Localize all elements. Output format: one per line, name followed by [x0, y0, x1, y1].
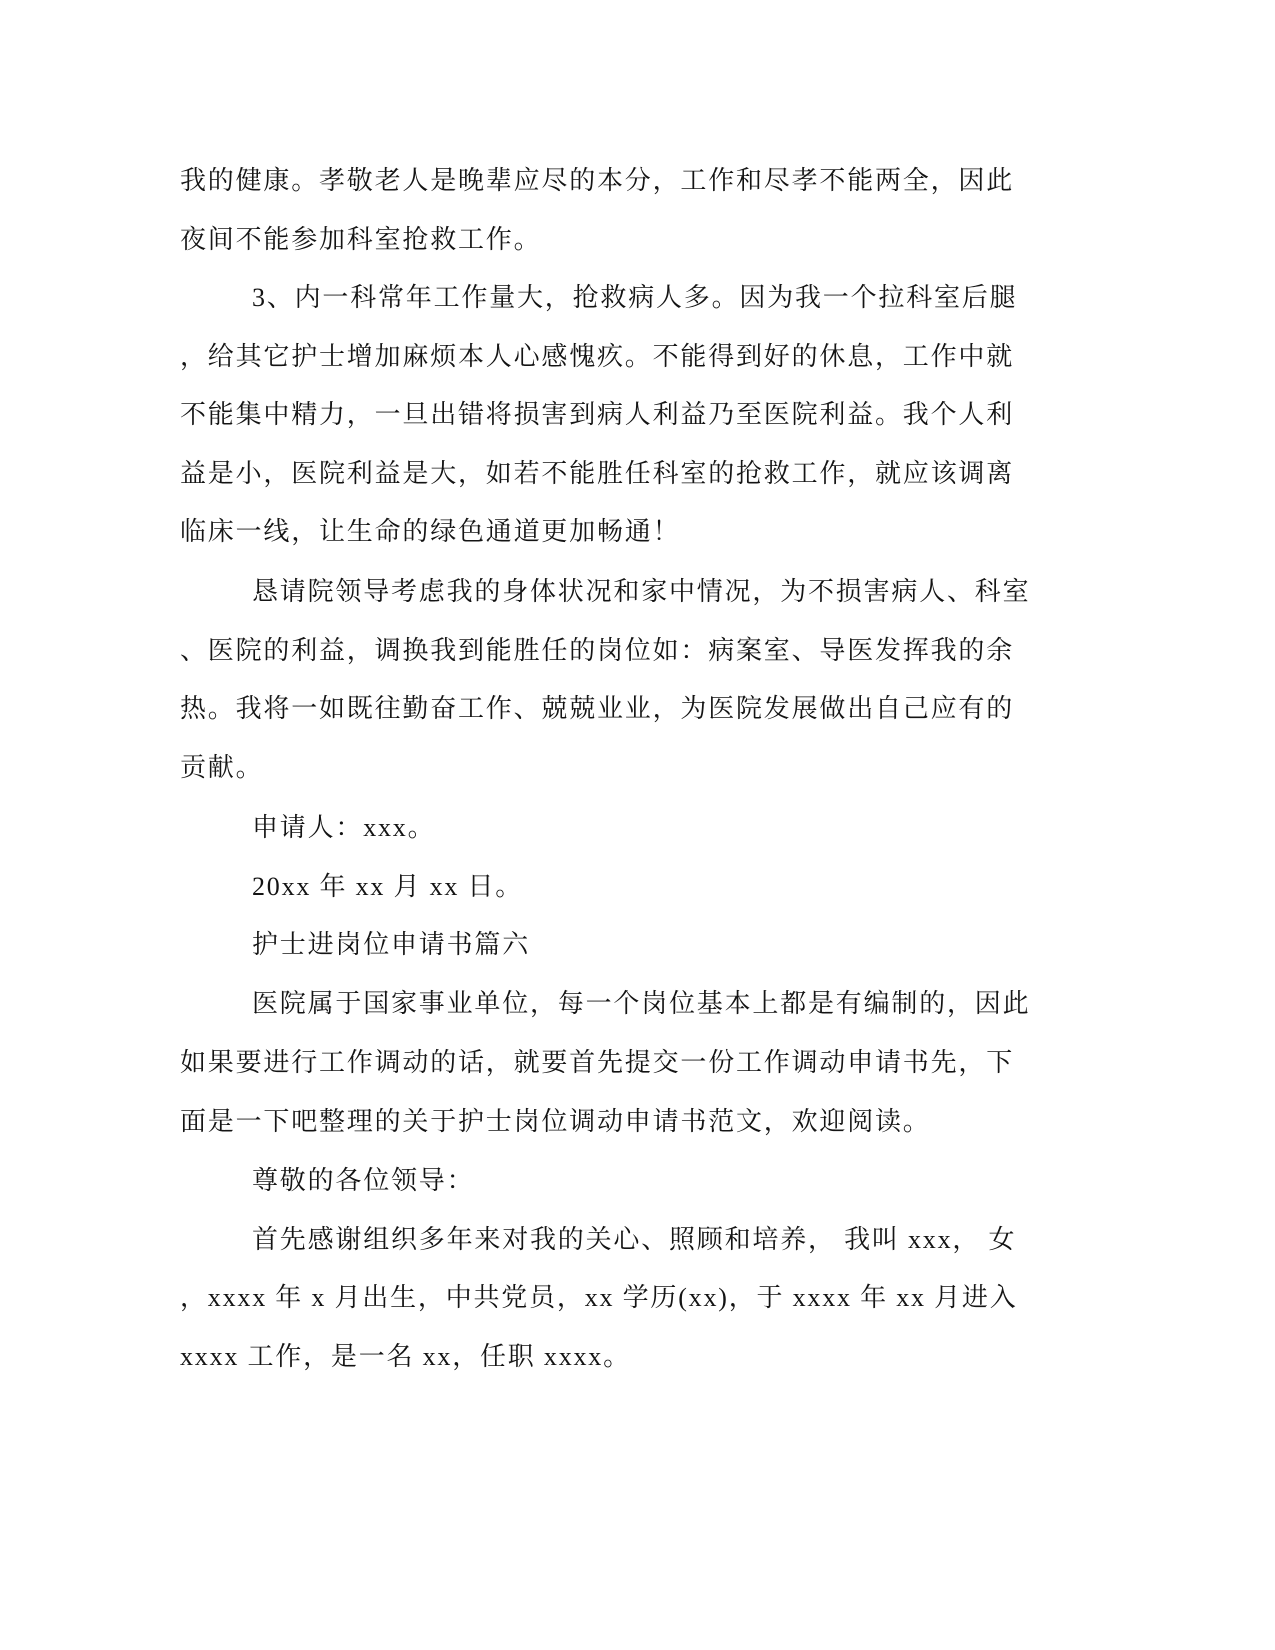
paragraph-line: xxxx 工作，是一名 xx，任职 xxxx。	[180, 1342, 631, 1371]
paragraph-line: 首先感谢组织多年来对我的关心、照顾和培养， 我叫 xxx， 女	[252, 1225, 1017, 1254]
paragraph-line: 、医院的利益，调换我到能胜任的岗位如：病案室、导医发挥我的余	[180, 636, 1015, 665]
paragraph-line: ，xxxx 年 x 月出生，中共党员，xx 学历(xx)，于 xxxx 年 xx 月进入	[180, 1283, 1018, 1312]
paragraph-line: 临床一线，让生命的绿色通道更加畅通！	[180, 517, 681, 546]
section-heading: 护士进岗位申请书篇六	[252, 930, 531, 959]
paragraph-line: 医院属于国家事业单位，每一个岗位基本上都是有编制的，因此	[252, 989, 1031, 1018]
applicant-signature: 申请人：xxx。	[252, 813, 436, 842]
paragraph-line: 我的健康。孝敬老人是晚辈应尽的本分，工作和尽孝不能两全，因此	[180, 166, 1015, 195]
paragraph-line: 不能集中精力，一旦出错将损害到病人利益乃至医院利益。我个人利	[180, 400, 1015, 429]
paragraph-line: ，给其它护士增加麻烦本人心感愧疚。不能得到好的休息，工作中就	[180, 342, 1015, 371]
salutation: 尊敬的各位领导：	[252, 1166, 475, 1195]
paragraph-line: 贡献。	[180, 753, 264, 782]
paragraph-line: 面是一下吧整理的关于护士岗位调动申请书范文，欢迎阅读。	[180, 1107, 931, 1136]
paragraph-line: 如果要进行工作调动的话，就要首先提交一份工作调动申请书先，下	[180, 1048, 1015, 1077]
paragraph-line: 3、内一科常年工作量大，抢救病人多。因为我一个拉科室后腿	[252, 283, 1018, 312]
paragraph-line: 夜间不能参加科室抢救工作。	[180, 225, 542, 254]
paragraph-line: 益是小，医院利益是大，如若不能胜任科室的抢救工作，就应该调离	[180, 459, 1015, 488]
date-line: 20xx 年 xx 月 xx 日。	[252, 872, 524, 901]
paragraph-line: 热。我将一如既往勤奋工作、兢兢业业，为医院发展做出自己应有的	[180, 694, 1015, 723]
paragraph-line: 恳请院领导考虑我的身体状况和家中情况，为不损害病人、科室	[252, 577, 1031, 606]
